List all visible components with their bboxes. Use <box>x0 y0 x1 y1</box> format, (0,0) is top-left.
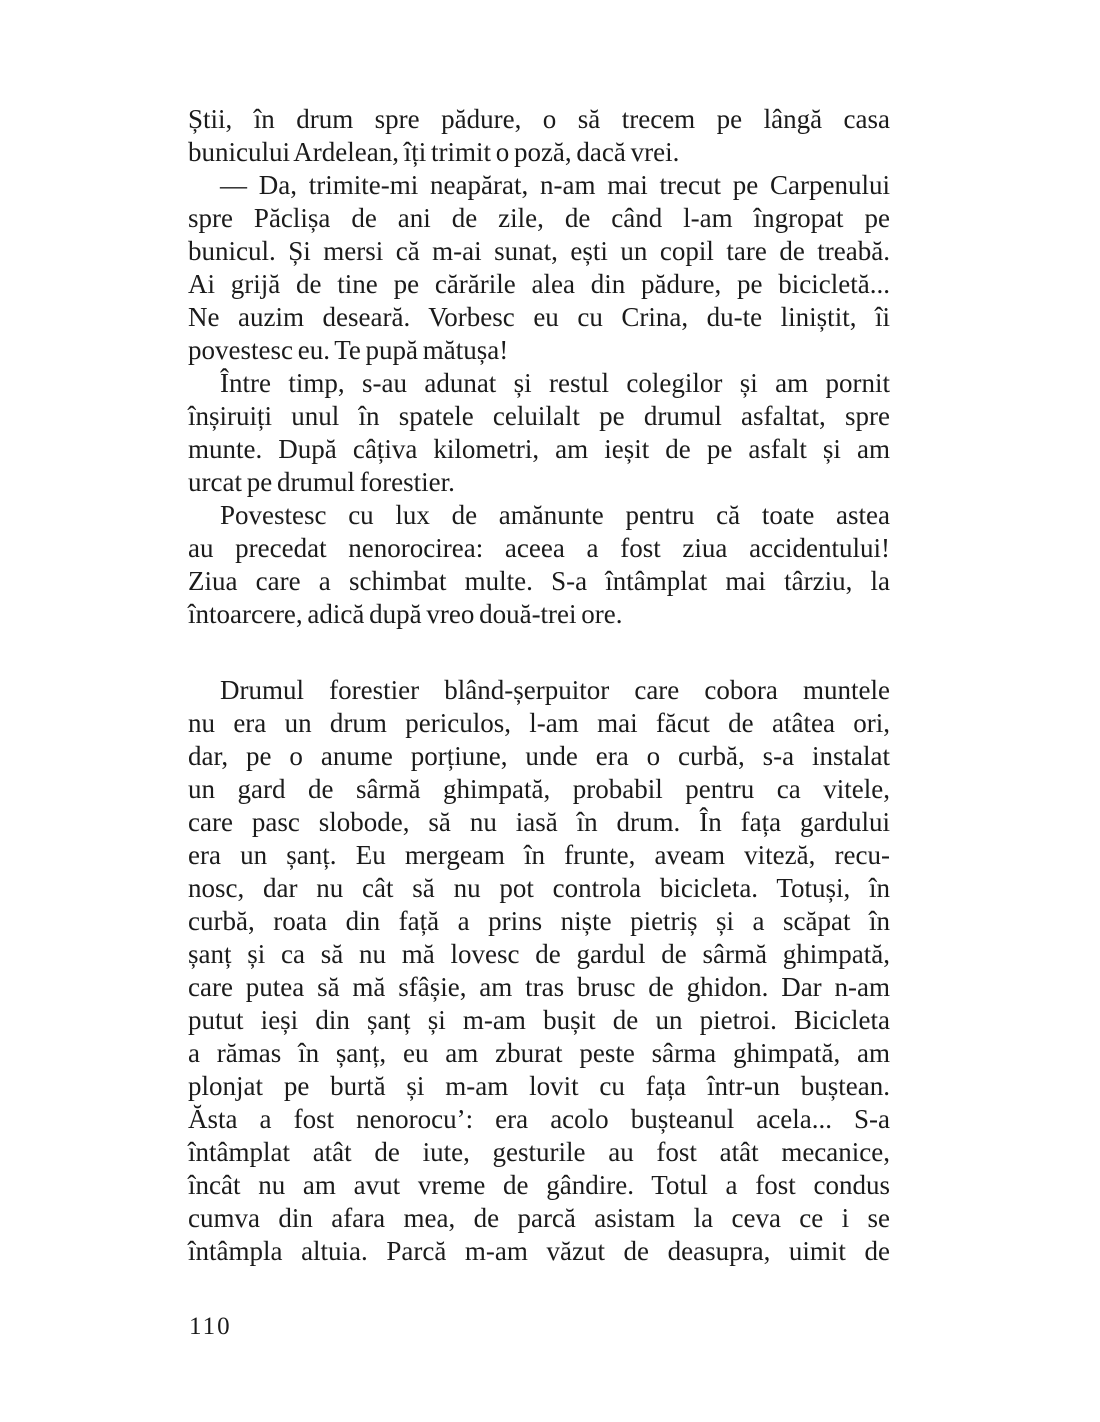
text-line: cumva din afara mea, de parcă asistam la ceva ce i se <box>188 1203 890 1233</box>
paragraph <box>188 499 890 631</box>
text-line: întâmplat atât de iute, gesturile au fost atât mecanice, <box>188 1137 890 1167</box>
text-line: putut ieși din șanț și m-am bușit de un pietroi. Bicicleta <box>188 1005 890 1035</box>
text-line: munte. După câțiva kilometri, am ieșit de pe asfalt și am <box>188 434 890 464</box>
text-line: nosc, dar nu cât să nu pot controla bicicleta. Totuși, în <box>188 873 890 903</box>
text-line: Ziua care a schimbat multe. S-a întâmplat mai târziu, la <box>188 566 890 596</box>
text-line: Ăsta a fost nenorocu’: era acolo bușteanul acela... S-a <box>188 1104 890 1134</box>
text-line: plonjat pe burtă și m-am lovit cu fața într-un buștean. <box>188 1071 890 1101</box>
text-line: a rămas în șanț, eu am zburat peste sârma ghimpată, am <box>188 1038 890 1068</box>
text-line: bunicul. Și mersi că m-ai sunat, ești un copil tare de treabă. <box>188 236 890 266</box>
paragraph <box>188 169 890 367</box>
text-line: spre Păclișa de ani de zile, de când l-am îngropat pe <box>188 203 890 233</box>
text-line: întâmpla altuia. Parcă m-am văzut de deasupra, uimit de <box>188 1236 890 1266</box>
text-line: Între timp, s-au adunat și restul colegilor și am pornit <box>220 368 890 398</box>
text-line: Drumul forestier blând-șerpuitor care cobora muntele <box>220 675 890 705</box>
text-line: bunicului Ardelean, îți trimit o poză, dacă vrei. <box>188 137 680 167</box>
text-line: curbă, roata din față a prins niște pietriș și a scăpat în <box>188 906 890 936</box>
text-line: înșiruiți unul în spatele celuilalt pe drumul asfaltat, spre <box>188 401 890 431</box>
text-line: întoarcere, adică după vreo două-trei ore. <box>188 599 623 629</box>
text-line: Ai grijă de tine pe cărările alea din pădure, pe bicicletă... <box>188 269 890 299</box>
paragraph <box>188 103 890 169</box>
text-line: — Da, trimite-mi neapărat, n-am mai trecut pe Carpenului <box>220 170 890 200</box>
text-line: Ne auzim deseară. Vorbesc eu cu Crina, du-te liniștit, îi <box>188 302 890 332</box>
text-line: șanț și ca să nu mă lovesc de gardul de sârmă ghimpată, <box>188 939 890 969</box>
text-line: era un șanț. Eu mergeam în frunte, aveam viteză, recu- <box>188 840 890 870</box>
text-line: încât nu am avut vreme de gândire. Totul a fost condus <box>188 1170 890 1200</box>
text-line: care pasc slobode, să nu iasă în drum. În fața gardului <box>188 807 890 837</box>
paragraph <box>188 674 890 1268</box>
page-number: 110 <box>189 1313 232 1340</box>
text-line: povestesc eu. Te pupă mătușa! <box>188 335 509 365</box>
text-line: au precedat nenorocirea: aceea a fost ziua accidentului! <box>188 533 890 563</box>
text-line: nu era un drum periculos, l-am mai făcut de atâtea ori, <box>188 708 890 738</box>
text-line: Povestesc cu lux de amănunte pentru că toate astea <box>220 500 890 530</box>
text-line: care putea să mă sfâșie, am tras brusc de ghidon. Dar n-am <box>188 972 890 1002</box>
body-text <box>188 103 890 1268</box>
text-line: un gard de sârmă ghimpată, probabil pentru ca vitele, <box>188 774 890 804</box>
text-line: dar, pe o anume porțiune, unde era o curbă, s-a instalat <box>188 741 890 771</box>
text-line: Știi, în drum spre pădure, o să trecem pe lângă casa <box>188 104 890 134</box>
paragraph <box>188 367 890 499</box>
text-line: urcat pe drumul forestier. <box>188 467 455 497</box>
